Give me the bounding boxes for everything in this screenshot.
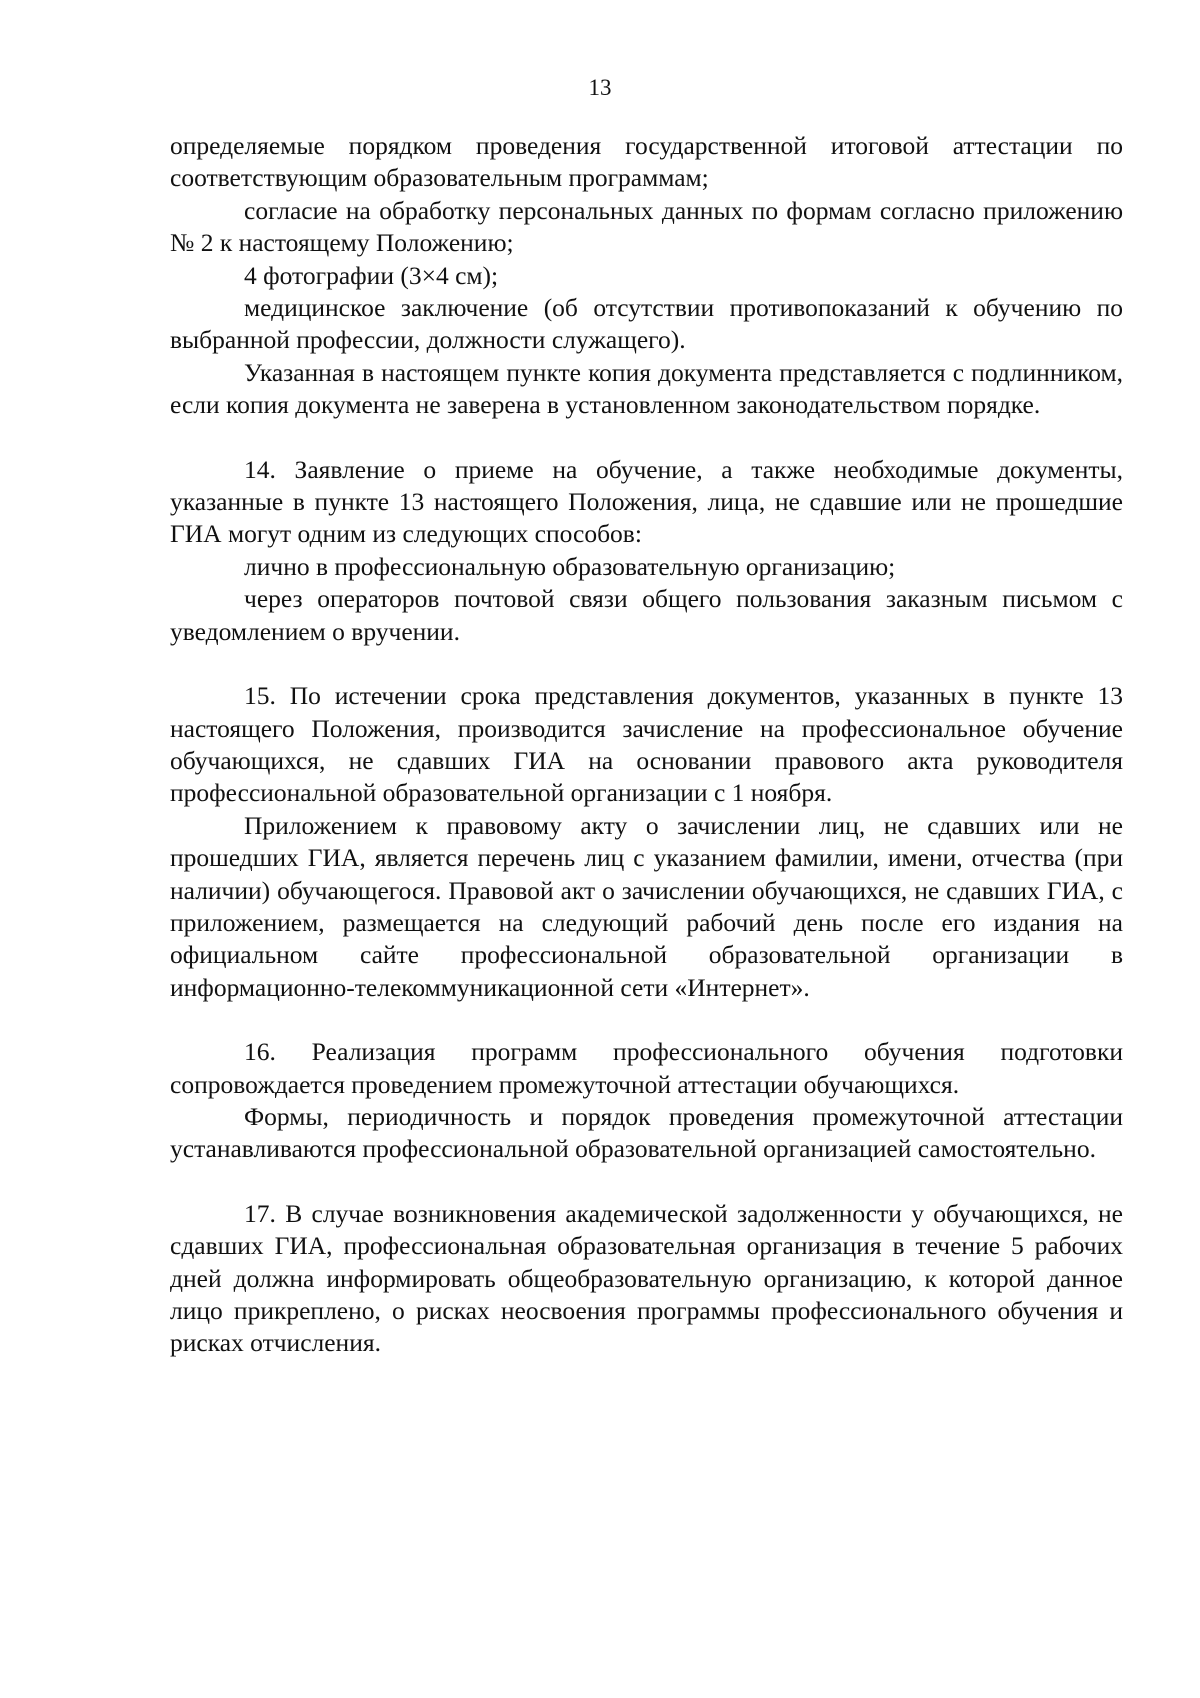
paragraph-in-person: лично в профессиональную образовательную организацию; [244, 551, 896, 581]
page-number: 13 [588, 75, 612, 100]
paragraph-attestation-forms: Формы, периодичность и порядок проведения промежуточной аттестации устанавливаются профессиональной образовательной организацией самостоятельно. [170, 1101, 1123, 1164]
paragraph-consent: согласие на обработку персональных данных по формам согласно приложению № 2 к настоящему Положению; [170, 195, 1123, 258]
paragraph-item-15: 15. По истечении срока представления документов, указанных в пункте 13 настоящего Положения, производится зачисление на профессиональное обучение обучающихся, не сдавших ГИА на основании правового акта руководителя профессиональной образовательной организации с 1 ноября. [170, 681, 1123, 808]
paragraph-copy-note: Указанная в настоящем пункте копия документа представляется с подлинником, если копия документа не заверена в установленном законодательством порядке. [170, 357, 1123, 420]
paragraph-item-17: 17. В случае возникновения академической задолженности у обучающихся, не сдавших ГИА, профессиональная образовательная организация в течение 5 рабочих дней должна информировать общеобразовательную организацию, к которой данное лицо прикреплено, о рисках неосвоения программы профессионального обучения и рисках отчисления. [170, 1198, 1123, 1358]
paragraph-continuation: определяемые порядком проведения государственной итоговой аттестации по соответствующим образовательным программам; [170, 131, 1123, 193]
paragraph-item-14: 14. Заявление о приеме на обучение, а также необходимые документы, указанные в пункте 13 настоящего Положения, лица, не сдавшие или не прошедшие ГИА могут одним из следующих способов: [170, 454, 1123, 549]
paragraph-by-mail: через операторов почтовой связи общего пользования заказным письмом с уведомлением о вручении. [170, 584, 1123, 646]
paragraph-item-16: 16. Реализация программ профессионального обучения подготовки сопровождается проведением промежуточной аттестации обучающихся. [170, 1037, 1123, 1099]
paragraph-medical: медицинское заключение (об отсутствии противопоказаний к обучению по выбранной профессии, должности служащего). [170, 293, 1123, 355]
document-body [170, 130, 1123, 1360]
paragraph-photos: 4 фотографии (3×4 см); [244, 260, 499, 290]
paragraph-enrollment-list: Приложением к правовому акту о зачислении лиц, не сдавших или не прошедших ГИА, является перечень лиц с указанием фамилии, имени, отчества (при наличии) обучающегося. Правовой акт о зачислении обучающихся, не сдавших ГИА, с приложением, размещается на следующий рабочий день после его издания на официальном сайте профессиональной образовательной организации в информационно-телекоммуникационной сети «Интернет». [170, 810, 1123, 1002]
